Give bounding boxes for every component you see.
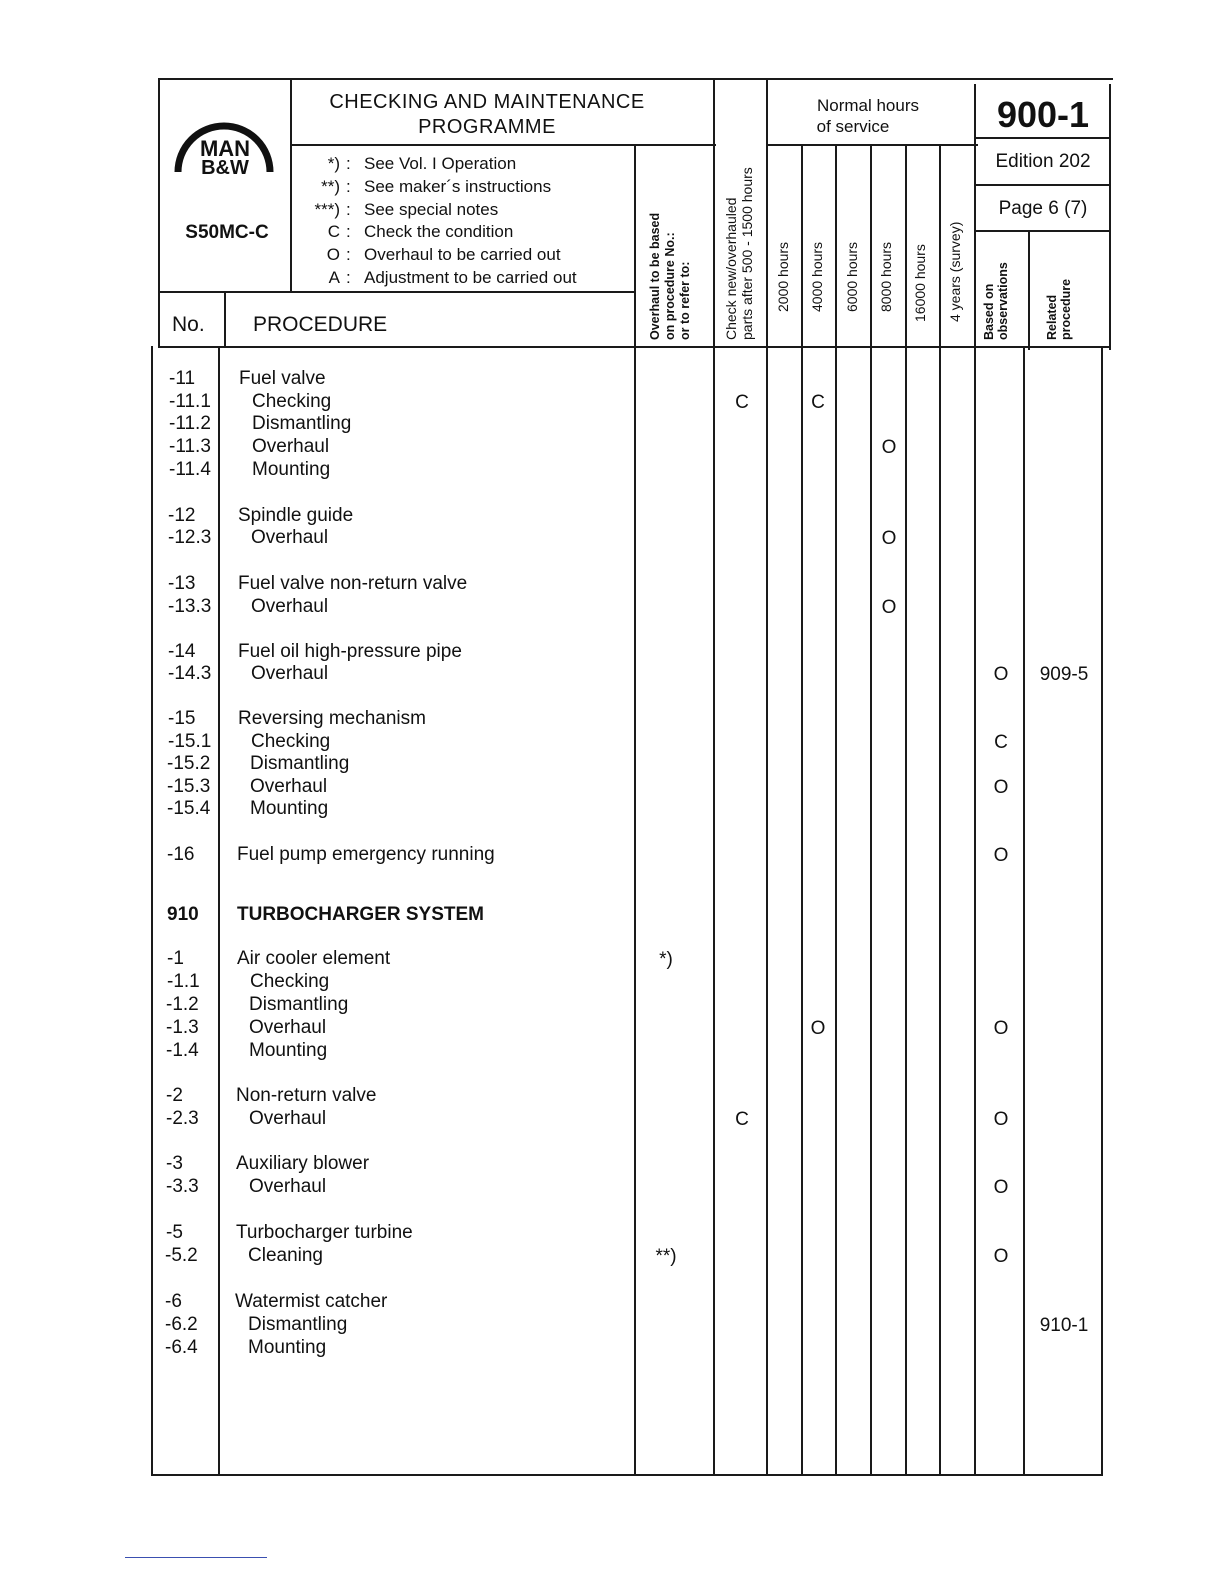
legend-symbol: *) [327,154,340,173]
row-number: -3 [166,1153,183,1174]
row-label: Overhaul [252,436,330,457]
row-label: Reversing mechanism [238,708,426,729]
legend-symbol: O [326,245,340,265]
row-number: -12 [168,505,196,526]
interval-mark: C [735,1109,749,1130]
row-number: -14 [168,641,196,662]
row-number: -6 [165,1291,182,1312]
row-number: -5 [166,1222,183,1243]
col-header-check-new-2: parts after 500 - 1500 hours [739,167,755,340]
interval-mark: O [993,1246,1009,1267]
row-label: Cleaning [248,1245,323,1266]
row-number: -11.1 [169,391,211,412]
row-label: Overhaul [249,1108,327,1129]
legend-text: Overhaul to be carried out [364,245,561,265]
title-line-1: CHECKING AND MAINTENANCE [329,91,645,113]
row-number: -6.2 [165,1314,198,1335]
normal-hours-line-2: of service [816,117,890,136]
svg-text:B&W: B&W [201,157,249,176]
legend-text: Adjustment to be carried out [364,268,577,287]
interval-mark: O [993,1109,1009,1130]
legend-text: See special notes [364,199,499,219]
interval-mark: C [994,732,1008,753]
edition: Edition 202 [995,151,1091,172]
row-label: Spindle guide [238,505,354,526]
row-label: Mounting [248,1337,327,1358]
interval-mark: O [881,528,897,549]
row-number: -11.3 [169,436,211,457]
row-number: -6.4 [165,1337,198,1358]
row-label: Dismantling [249,994,349,1015]
legend-symbol: **) [321,176,340,196]
col-header-overhaul-ref-2: on procedure No.: [663,232,677,340]
row-number: -2 [166,1085,183,1106]
row-number: -11.4 [169,459,211,480]
col-header-2000: 2000 hours [775,241,791,312]
row-label: Watermist catcher [235,1291,388,1312]
page-number: Page 6 (7) [998,198,1088,219]
interval-mark: O [993,1177,1009,1198]
engine-model: S50MC-C [185,222,269,243]
col-header-related-2: procedure [1059,278,1073,340]
interval-mark: **) [655,1246,677,1267]
row-number: -15.3 [167,776,211,797]
row-label: Mounting [250,798,329,819]
interval-mark: O [881,437,897,458]
row-number: -2.3 [166,1108,199,1129]
footer-rule [125,1557,267,1558]
legend-colon: : [346,222,351,242]
col-header-check-new-1: Check new/overhauled [723,197,739,340]
row-number: -11.2 [169,413,211,434]
row-number: -1.1 [167,971,200,992]
procedure-header: PROCEDURE [253,313,388,336]
legend-colon: : [346,199,351,219]
legend-symbol: C [327,222,340,242]
row-number: -13 [168,573,196,594]
doc-number: 900-1 [996,94,1090,135]
interval-mark: C [811,392,825,413]
interval-mark: O [993,1018,1009,1039]
row-label: Fuel pump emergency running [237,844,495,865]
interval-mark: C [735,392,749,413]
legend-text: See Vol. I Operation [364,154,517,173]
legend-symbol: A [328,268,340,287]
row-label: Mounting [252,459,331,480]
legend-colon: : [346,245,351,265]
col-header-observations-1: Based on [982,283,996,340]
col-header-4000: 4000 hours [809,241,825,312]
interval-mark: O [993,845,1009,866]
row-label: Overhaul [249,1176,327,1197]
row-label: Fuel valve [239,368,326,389]
col-header-overhaul-ref-1: Overhaul to be based [648,212,662,340]
row-number: -15.4 [167,798,211,819]
row-number: -1.3 [166,1017,199,1038]
interval-mark: O [993,664,1009,685]
row-number: -1.4 [166,1040,199,1061]
row-number: -3.3 [166,1176,199,1197]
row-number: -1.2 [166,994,199,1015]
col-header-4years: 4 years (survey) [947,221,963,322]
legend-text: Check the condition [364,222,514,242]
row-label: Dismantling [250,753,350,774]
row-label: Checking [250,971,330,992]
col-header-observations-2: observations [996,262,1010,340]
row-label: Turbocharger turbine [236,1222,413,1243]
legend-text: See maker´s instructions [364,176,552,196]
row-number: 910 [167,904,199,925]
interval-mark: O [810,1018,826,1039]
row-label: Dismantling [248,1314,348,1335]
row-number: -16 [167,844,195,865]
row-label: Checking [252,391,332,412]
normal-hours-line-1: Normal hours [816,96,920,115]
svg-text:MAN: MAN [199,136,251,161]
row-label: Overhaul [251,663,329,684]
col-header-related-1: Related [1045,294,1059,340]
legend-colon: : [346,154,351,173]
row-label: Overhaul [251,596,329,617]
row-label: Overhaul [251,527,329,548]
legend-symbol: ***) [314,199,340,219]
row-label: Auxiliary blower [236,1153,370,1174]
row-label: TURBOCHARGER SYSTEM [237,904,485,925]
row-number: -11 [169,368,196,389]
row-number: -15.2 [167,753,211,774]
row-number: -5.2 [165,1245,198,1266]
row-number: -1 [167,948,184,969]
row-label: Non-return valve [236,1085,377,1106]
row-number: -14.3 [168,663,212,684]
row-number: -12.3 [168,527,212,548]
row-number: -13.3 [168,596,212,617]
row-label: Overhaul [250,776,328,797]
interval-mark: O [881,597,897,618]
row-label: Fuel valve non-return valve [238,573,468,594]
no-header: No. [172,313,205,336]
row-label: Mounting [249,1040,328,1061]
col-header-overhaul-ref-3: or to refer to: [678,261,692,340]
interval-mark: *) [659,949,673,970]
related-procedure: 910-1 [1039,1315,1089,1336]
col-header-16000: 16000 hours [912,244,928,322]
row-label: Checking [251,731,331,752]
row-label: Overhaul [249,1017,327,1038]
interval-mark: O [993,777,1009,798]
legend-colon: : [346,268,351,287]
col-header-6000: 6000 hours [844,241,860,312]
row-number: -15 [168,708,196,729]
row-label: Dismantling [252,413,352,434]
col-header-8000: 8000 hours [878,241,894,312]
title-line-2: PROGRAMME [418,116,556,138]
legend-colon: : [346,176,351,196]
row-number: -15.1 [168,731,212,752]
related-procedure: 909-5 [1039,664,1089,685]
row-label: Air cooler element [237,948,391,969]
row-label: Fuel oil high-pressure pipe [238,641,462,662]
